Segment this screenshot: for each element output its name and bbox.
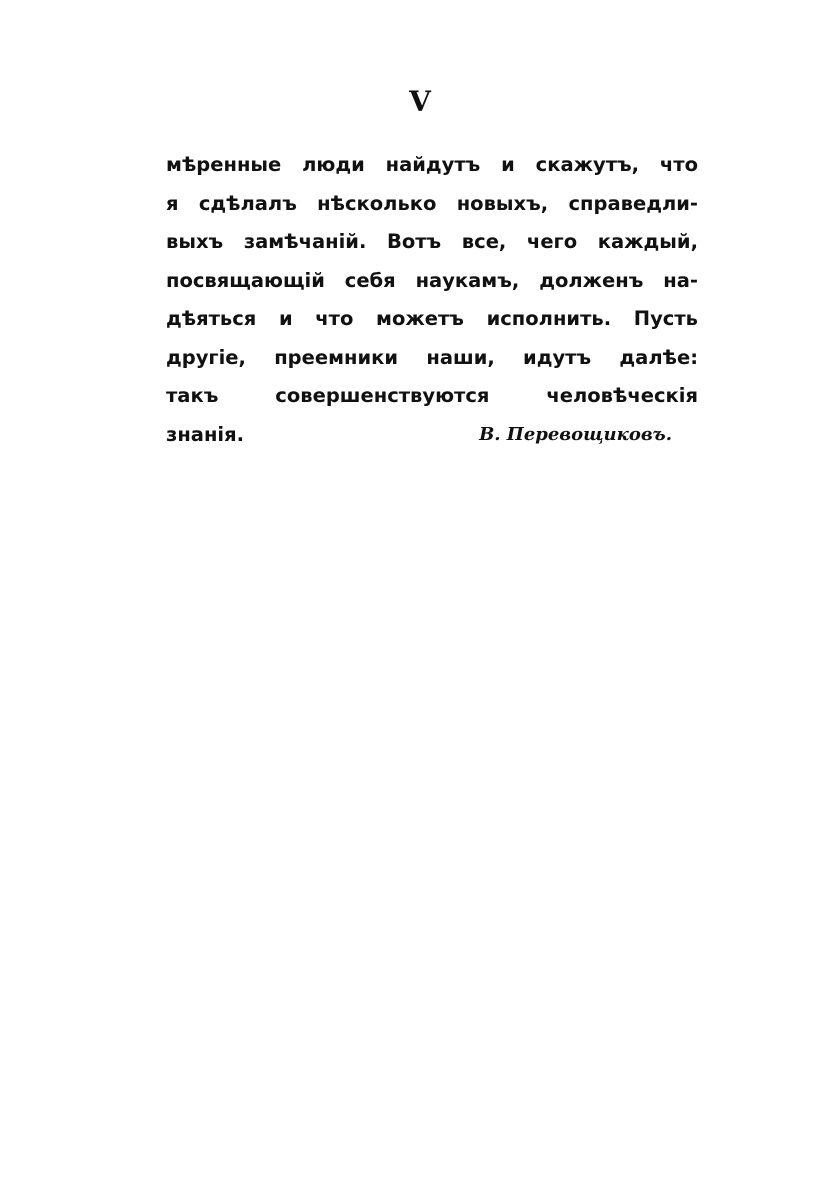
author-signature: В. Перевощиковъ.	[479, 424, 672, 445]
text-line: я сдѣлалъ нѣсколько новыхъ, справедли-	[166, 191, 698, 215]
text-line: такъ совершенствуются человѣческія	[166, 384, 698, 407]
text-line: другіе, преемники наши, идутъ далѣе:	[166, 345, 698, 369]
page-number: V	[409, 85, 431, 118]
text-line: мѣренные люди найдутъ и скажутъ, что	[166, 153, 698, 176]
text-line: дѣяться и что можетъ исполнить. Пусть	[166, 307, 698, 330]
text-line: знанія.	[166, 422, 245, 446]
body-paragraph	[166, 146, 698, 454]
text-line: посвящающій себя наукамъ, долженъ на-	[166, 268, 698, 292]
text-line: выхъ замѣчаній. Вотъ все, чего каждый,	[166, 230, 698, 253]
